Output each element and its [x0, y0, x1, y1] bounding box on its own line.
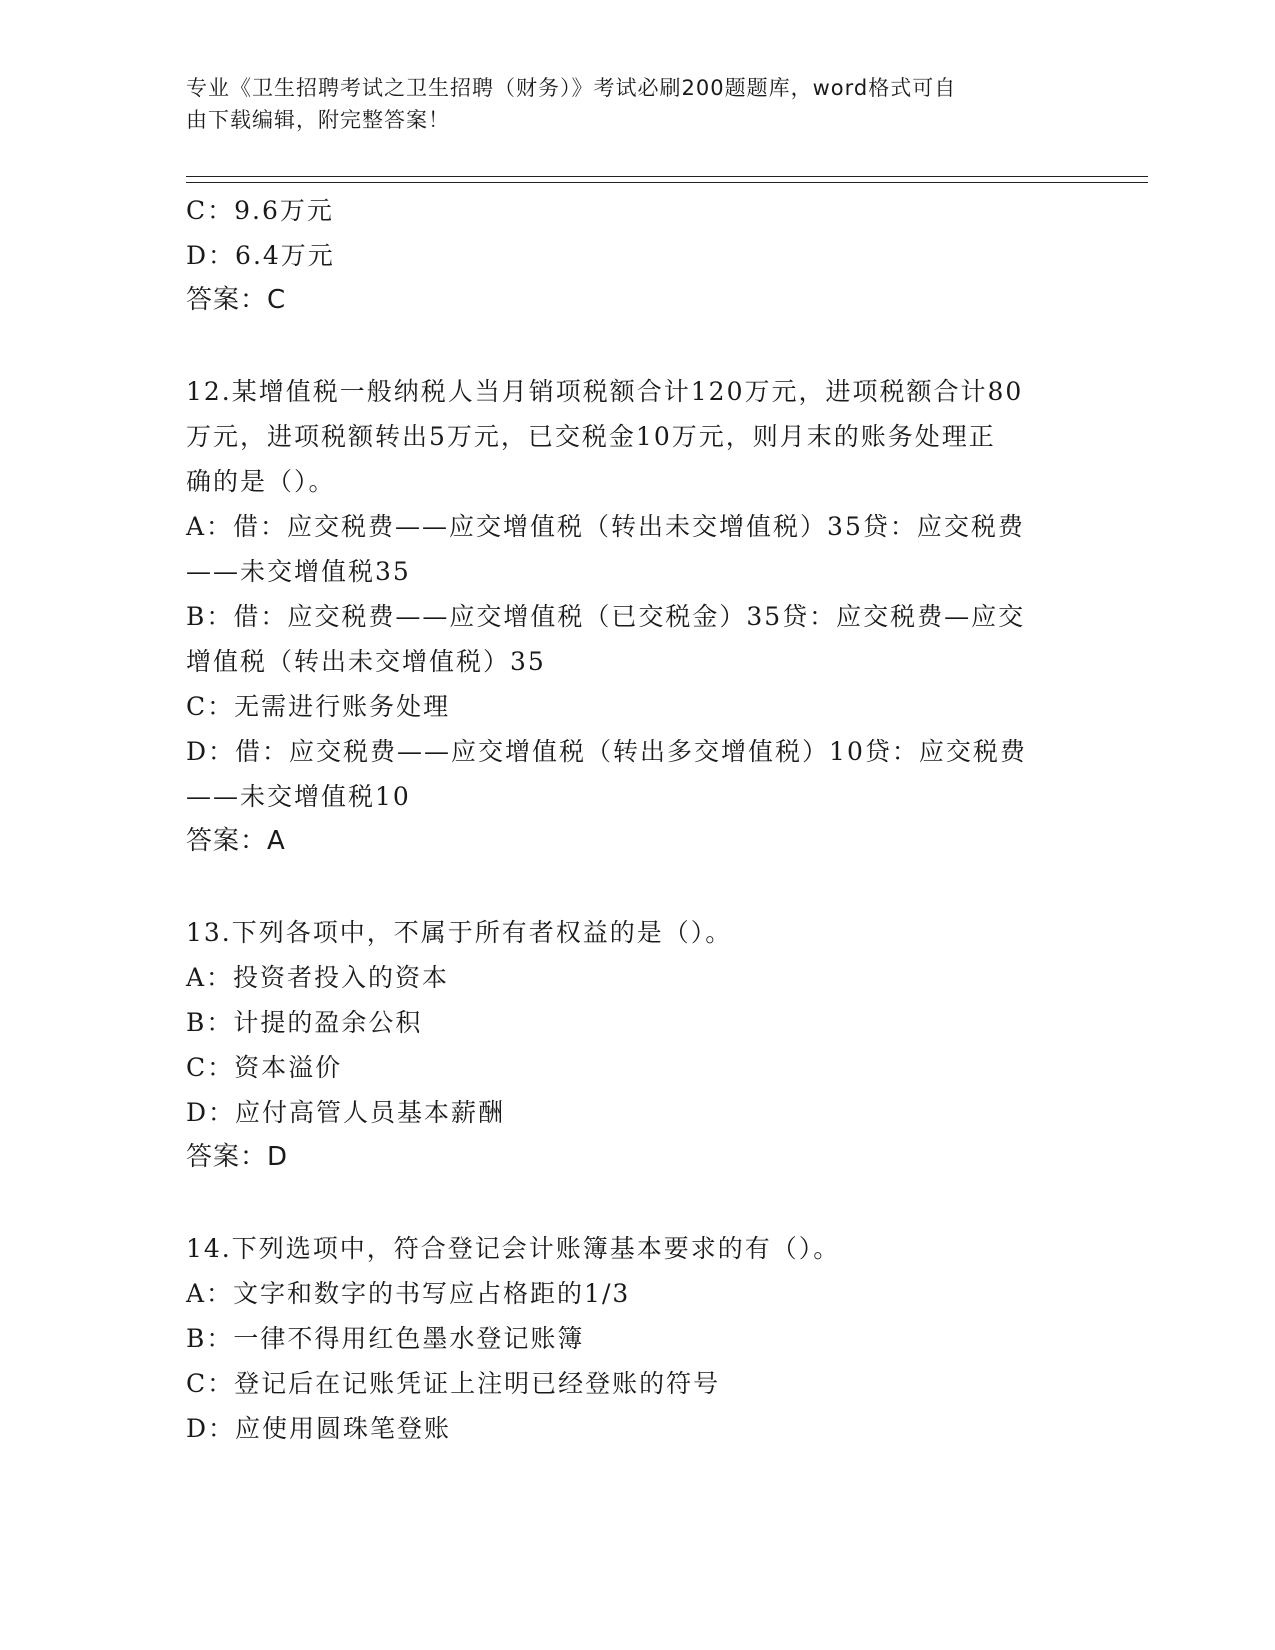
option-a: A：投资者投入的资本: [186, 963, 450, 992]
answer: 答案：A: [186, 826, 286, 856]
option-b: B：借：应交税费——应交增值税（已交税金）35贷：应交税费—应交: [186, 602, 1026, 631]
option-c: C：资本溢价: [186, 1053, 343, 1082]
option-d: D：借：应交税费——应交增值税（转出多交增值税）10贷：应交税费: [186, 737, 1027, 766]
spacer: [186, 864, 1086, 910]
option-d: D：应付高管人员基本薪酬: [186, 1098, 506, 1127]
option-c: C：9.6万元: [186, 196, 334, 225]
question-stem: 14.下列选项中，符合登记会计账簿基本要求的有（）。: [186, 1234, 841, 1263]
question-stem-line: 确的是（）。: [186, 467, 336, 496]
question-stem: 13.下列各项中，不属于所有者权益的是（）。: [186, 918, 733, 947]
option-b-continued: 增值税（转出未交增值税）35: [186, 647, 546, 676]
option-d: D：应使用圆珠笔登账: [186, 1414, 452, 1443]
question-12: [186, 369, 1086, 864]
question-13: [186, 910, 1086, 1180]
page-header: [186, 72, 1066, 136]
header-divider-bottom: [186, 182, 1148, 183]
spacer: [186, 323, 1086, 369]
answer: 答案：D: [186, 1142, 289, 1172]
option-d: D：6.4万元: [186, 241, 335, 270]
question-11-tail: [186, 188, 1086, 323]
question-stem-line: 12.某增值税一般纳税人当月销项税额合计120万元，进项税额合计80: [186, 377, 1024, 406]
option-b: B：计提的盈余公积: [186, 1008, 423, 1037]
question-content: [186, 188, 1086, 1451]
option-a-continued: ——未交增值税35: [186, 557, 411, 586]
option-d-continued: ——未交增值税10: [186, 782, 411, 811]
header-line-2: 由下载编辑，附完整答案！: [186, 108, 450, 132]
option-c: C：登记后在记账凭证上注明已经登账的符号: [186, 1369, 721, 1398]
header-line-1: 专业《卫生招聘考试之卫生招聘（财务）》考试必刷200题题库，word格式可自: [186, 76, 957, 100]
answer: 答案：C: [186, 285, 287, 315]
header-divider-top: [186, 176, 1148, 177]
option-c: C：无需进行账务处理: [186, 692, 451, 721]
option-b: B：一律不得用红色墨水登记账簿: [186, 1324, 585, 1353]
question-14: [186, 1226, 1086, 1451]
option-a: A：文字和数字的书写应占格距的1/3: [186, 1279, 631, 1308]
spacer: [186, 1180, 1086, 1226]
question-stem-line: 万元，进项税额转出5万元，已交税金10万元，则月末的账务处理正: [186, 422, 996, 451]
option-a: A：借：应交税费——应交增值税（转出未交增值税）35贷：应交税费: [186, 512, 1025, 541]
